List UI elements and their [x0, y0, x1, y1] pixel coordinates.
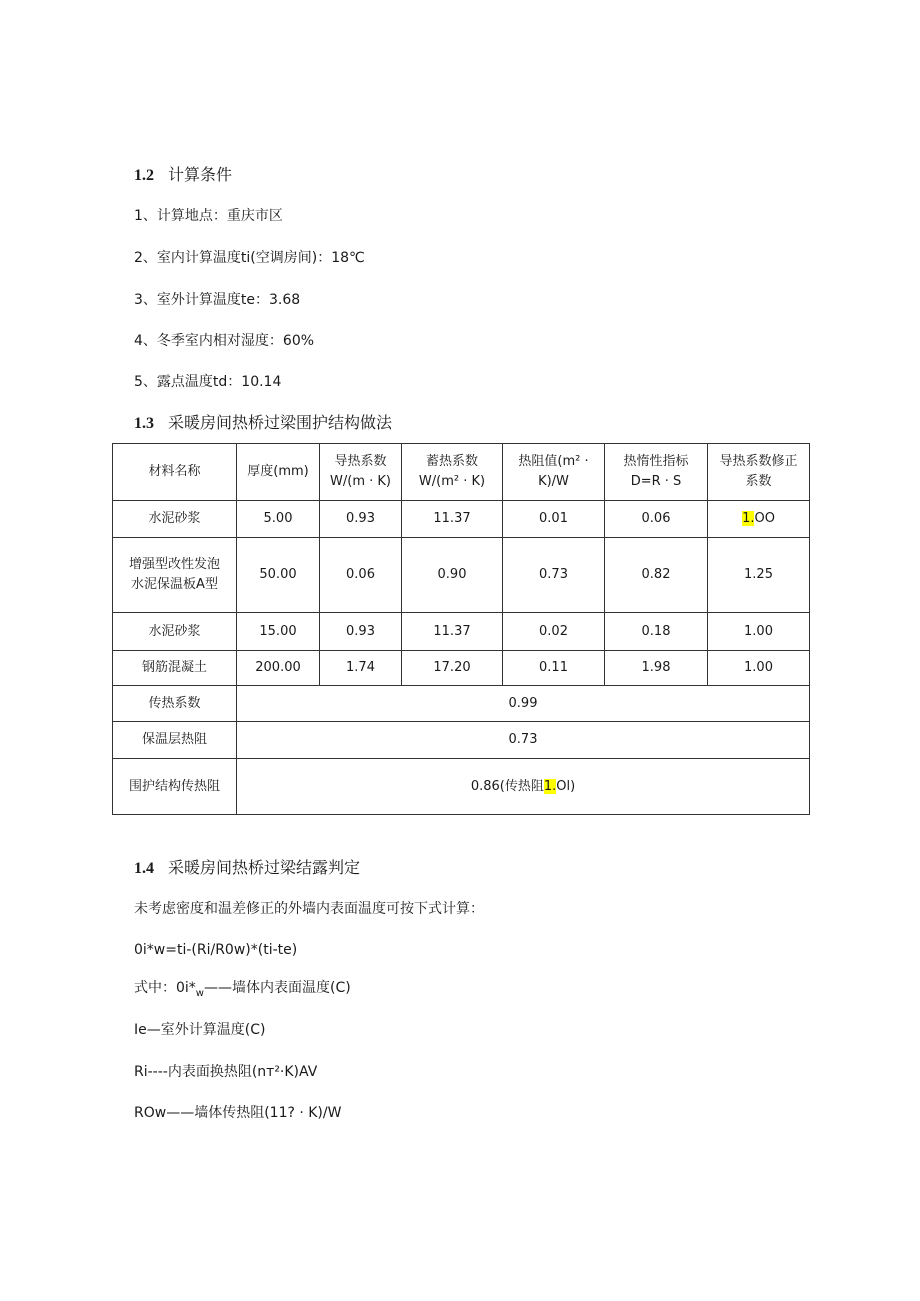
cell-material-name: 水泥砂浆 [113, 613, 237, 651]
summary-label: 围护结构传热阻 [113, 759, 237, 815]
header-heat-storage: 蓄热系数 W/(m² · K) [402, 444, 503, 501]
structure-properties-table [112, 443, 810, 815]
cell-thermal-resistance: 0.11 [503, 651, 605, 686]
cell-thermal-inertia: 0.06 [605, 501, 708, 538]
cell-heat-storage: 17.20 [402, 651, 503, 686]
highlighted-text: 1. [742, 511, 755, 526]
cell-thickness: 5.00 [237, 501, 320, 538]
header-material-name: 材料名称 [113, 444, 237, 501]
section-number: 1.2 [134, 167, 154, 184]
summary-label: 传热系数 [113, 686, 237, 722]
cell-thermal-resistance: 0.73 [503, 538, 605, 613]
cell-thickness: 50.00 [237, 538, 320, 613]
cell-thermal-inertia: 0.18 [605, 613, 708, 651]
formula: 0i*w=ti-(Ri/R0w)*(ti-te) [134, 942, 298, 958]
cell-thermal-inertia: 1.98 [605, 651, 708, 686]
cell-material-name: 钢筋混凝土 [113, 651, 237, 686]
cell-thickness: 200.00 [237, 651, 320, 686]
cell-material-name: 增强型改性发泡 水泥保温板A型 [113, 538, 237, 613]
cell-material-name: 水泥砂浆 [113, 501, 237, 538]
condition-outdoor-temp: 3、室外计算温度te：3.68 [134, 292, 301, 308]
table-summary-row [113, 686, 810, 722]
header-thermal-resistance: 热阻值(m² · K)/W [503, 444, 605, 501]
condition-humidity: 4、冬季室内相对湿度：60% [134, 333, 315, 349]
cell-thickness: 15.00 [237, 613, 320, 651]
cell-correction-factor: 1.25 [708, 538, 810, 613]
highlighted-text: 1. [543, 778, 557, 794]
section-title: 计算条件 [168, 165, 233, 184]
section-heading-1-2 [134, 165, 232, 186]
section-number: 1.4 [134, 860, 154, 877]
section-heading-1-4 [134, 858, 360, 879]
header-thickness: 厚度(mm) [237, 444, 320, 501]
summary-value: 0.99 [237, 686, 810, 722]
table-summary-row [113, 722, 810, 759]
condition-indoor-temp: 2、室内计算温度ti(空调房间)：18℃ [134, 250, 365, 266]
summary-value: 0.86(传热阻1.Ol) [237, 759, 810, 815]
definition-inner-surface-temp: 式中：$0i*_w——$墙体内表面温度(C) [134, 980, 351, 999]
cell-thermal-resistance: 0.02 [503, 613, 605, 651]
cell-thermal-inertia: 0.82 [605, 538, 708, 613]
table-summary-row [113, 759, 810, 815]
cell-thermal-resistance: 0.01 [503, 501, 605, 538]
table-row [113, 613, 810, 651]
section-title: 采暖房间热桥过梁结露判定 [168, 858, 361, 877]
definition-wall-resistance: ROw——墙体传热阻(11? · K)/W [134, 1105, 342, 1121]
definition-outdoor-temp: Ie—室外计算温度(C) [134, 1022, 266, 1038]
cell-correction-factor: 1.00 [708, 613, 810, 651]
header-correction-factor: 导热系数修正 系数 [708, 444, 810, 501]
cell-conductivity: 0.93 [320, 501, 402, 538]
table-header-row [113, 444, 810, 501]
cell-correction-factor: 1.00 [708, 651, 810, 686]
cell-conductivity: 1.74 [320, 651, 402, 686]
table-row [113, 538, 810, 613]
table-row [113, 651, 810, 686]
cell-heat-storage: 11.37 [402, 501, 503, 538]
cell-correction-factor: 1.OO [708, 501, 810, 538]
header-thermal-inertia: 热惰性指标 D=R · S [605, 444, 708, 501]
table-row [113, 501, 810, 538]
section-heading-1-3 [134, 413, 392, 434]
definition-inner-resistance: Ri----内表面换热阻(nт²·K)AV [134, 1064, 318, 1080]
condition-location: 1、计算地点：重庆市区 [134, 208, 283, 224]
cell-heat-storage: 11.37 [402, 613, 503, 651]
section-title: 采暖房间热桥过梁围护结构做法 [168, 413, 393, 432]
cell-conductivity: 0.06 [320, 538, 402, 613]
summary-value: 0.73 [237, 722, 810, 759]
intro-text: 未考虑密度和温差修正的外墙内表面温度可按下式计算： [134, 901, 484, 917]
cell-heat-storage: 0.90 [402, 538, 503, 613]
cell-conductivity: 0.93 [320, 613, 402, 651]
summary-label: 保温层热阻 [113, 722, 237, 759]
header-conductivity: 导热系数 W/(m · K) [320, 444, 402, 501]
section-number: 1.3 [134, 415, 154, 432]
condition-dew-point: 5、露点温度td：10.14 [134, 374, 282, 390]
